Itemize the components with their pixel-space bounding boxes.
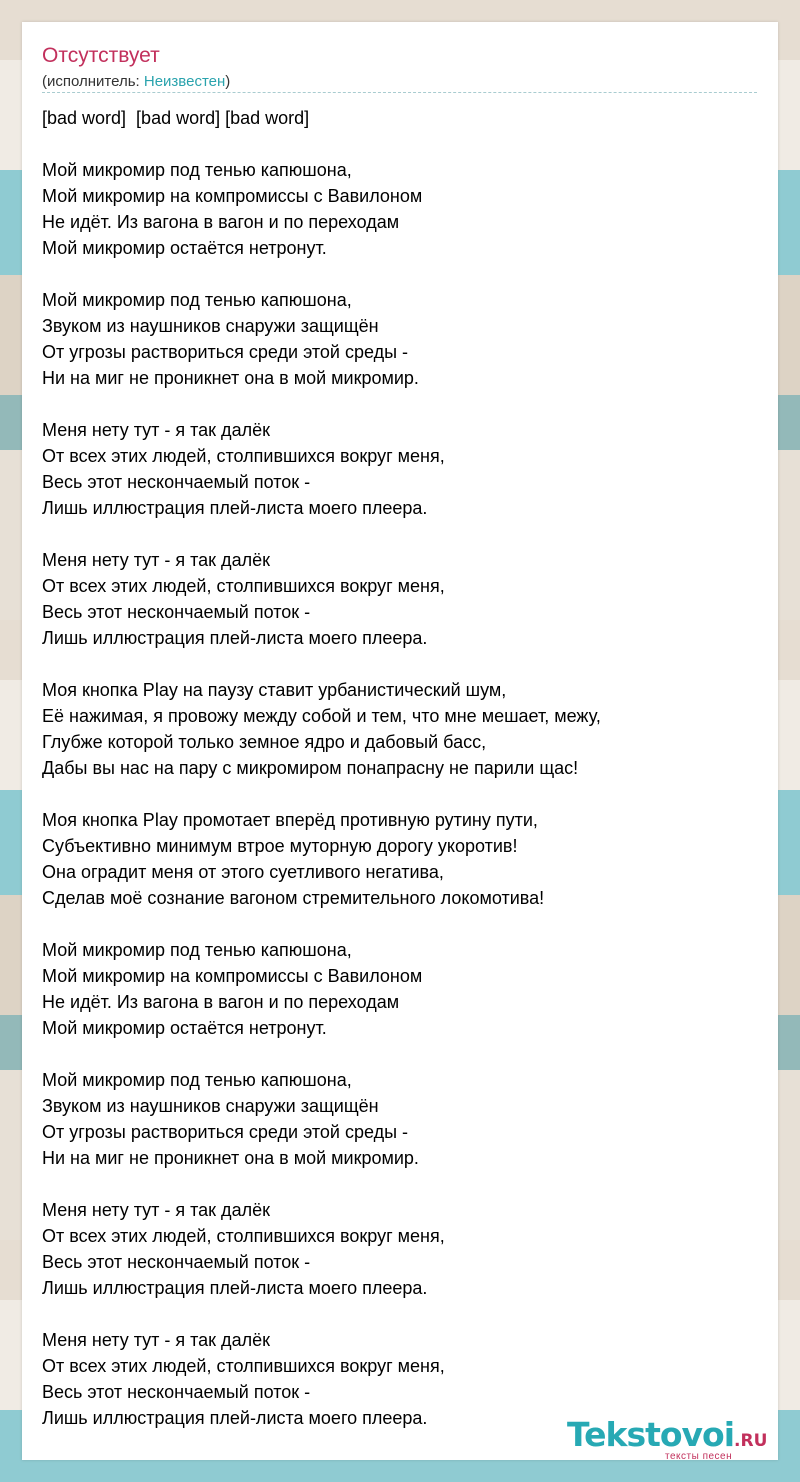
artist-prefix: (исполнитель: [42,73,144,90]
lyric-line [42,1041,762,1067]
tekstovoi-logo[interactable] [567,1415,772,1460]
lyric-line: Сделав моё сознание вагоном стремительного локомотива! [42,888,545,908]
lyric-line: Мой микромир на компромиссы с Вавилоном [42,966,423,986]
lyric-line: Моя кнопка Play промотает вперёд противную рутину пути, [42,810,538,830]
logo-name: Tekstovoi [567,1415,735,1454]
lyric-line: Ни на миг не проникнет она в мой микромир. [42,368,419,388]
lyric-line [42,521,762,547]
lyric-line [42,781,762,807]
lyric-line [42,131,762,157]
title-divider [42,92,757,93]
lyric-line: Ни на миг не проникнет она в мой микромир. [42,1148,419,1168]
lyric-line [42,1301,762,1327]
lyric-line [42,651,762,677]
lyric-line: Лишь иллюстрация плей-листа моего плеера. [42,1408,428,1428]
lyric-line: Мой микромир под тенью капюшона, [42,290,352,310]
lyric-line [42,391,762,417]
lyric-line: От угрозы раствориться среди этой среды - [42,1122,409,1142]
lyric-line: От угрозы раствориться среди этой среды - [42,342,409,362]
lyric-line: Весь этот нескончаемый поток - [42,602,311,622]
lyrics-text [42,105,762,1431]
lyric-line: Мой микромир под тенью капюшона, [42,1070,352,1090]
lyric-line: Весь этот нескончаемый поток - [42,472,311,492]
lyric-line: Моя кнопка Play на паузу ставит урбанистический шум, [42,680,507,700]
lyric-line: [bad word] [bad word] [bad word] [42,108,310,128]
lyric-line: Лишь иллюстрация плей-листа моего плеера. [42,1278,428,1298]
lyric-line: Меня нету тут - я так далёк [42,1330,270,1350]
lyric-line: От всех этих людей, столпившихся вокруг меня, [42,446,445,466]
lyric-line [42,261,762,287]
lyric-line: Её нажимая, я провожу между собой и тем, что мне мешает, межу, [42,706,601,726]
song-title: Отсутствует [42,44,160,67]
lyric-line: Меня нету тут - я так далёк [42,550,270,570]
lyric-line: От всех этих людей, столпившихся вокруг меня, [42,576,445,596]
lyrics-card [22,22,778,1460]
lyric-line [42,911,762,937]
lyric-line: Звуком из наушников снаружи защищён [42,1096,379,1116]
lyric-line: Лишь иллюстрация плей-листа моего плеера. [42,498,428,518]
artist-link[interactable]: Неизвестен [143,73,226,90]
lyric-line: Дабы вы нас на пару с микромиром понапрасну не парили щас! [42,758,579,778]
lyric-line: Мой микромир под тенью капюшона, [42,160,352,180]
lyric-line: Весь этот нескончаемый поток - [42,1382,311,1402]
logo-tld: .RU [734,1431,768,1451]
lyric-line: Меня нету тут - я так далёк [42,1200,270,1220]
artist-suffix: ) [225,73,231,90]
lyric-line: Весь этот нескончаемый поток - [42,1252,311,1272]
lyric-line: Лишь иллюстрация плей-листа моего плеера. [42,628,428,648]
lyric-line: Мой микромир под тенью капюшона, [42,940,352,960]
lyric-line: Мой микромир остаётся нетронут. [42,1018,327,1038]
lyric-line: Меня нету тут - я так далёк [42,420,270,440]
lyric-line: От всех этих людей, столпившихся вокруг меня, [42,1226,445,1246]
lyric-line: Мой микромир остаётся нетронут. [42,238,327,258]
logo-tagline: тексты песен [665,1451,733,1462]
lyric-line: Не идёт. Из вагона в вагон и по переходам [42,212,400,232]
lyric-line: Мой микромир на компромиссы с Вавилоном [42,186,423,206]
lyric-line: От всех этих людей, столпившихся вокруг меня, [42,1356,445,1376]
lyric-line: Глубже которой только земное ядро и дабовый басс, [42,732,487,752]
lyric-line [42,1171,762,1197]
lyric-line: Не идёт. Из вагона в вагон и по переходам [42,992,400,1012]
artist-line [42,73,230,91]
lyric-line: Звуком из наушников снаружи защищён [42,316,379,336]
lyric-line: Субъективно минимум втрое муторную дорогу укоротив! [42,836,518,856]
lyric-line: Она оградит меня от этого суетливого негатива, [42,862,444,882]
